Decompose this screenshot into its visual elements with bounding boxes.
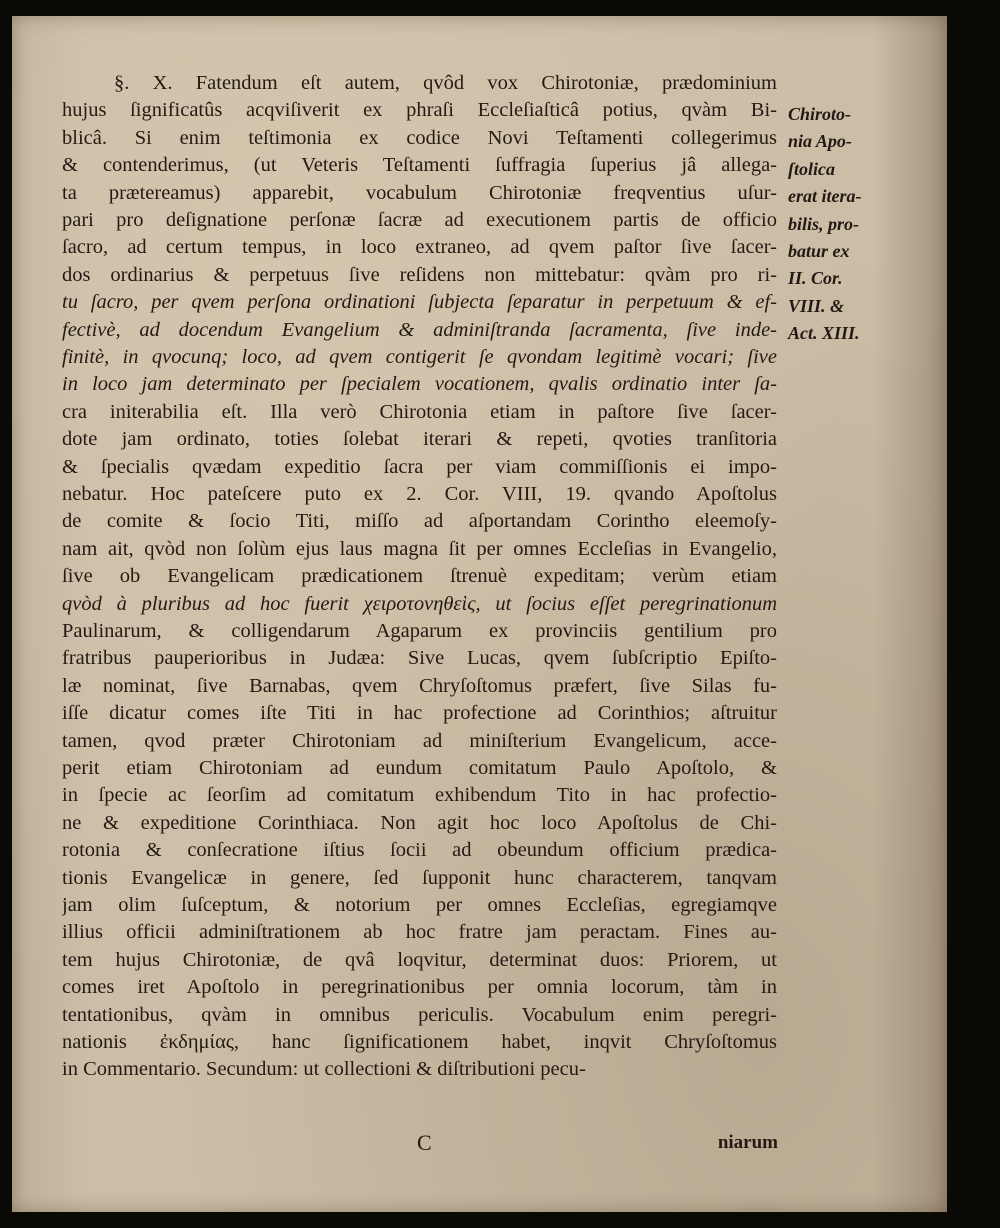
- text-line: nationis ἐκδημίας, hanc ſignificationem habet, inqvit Chryſoſtomus: [62, 1031, 777, 1053]
- text-line: ne & expeditione Corinthiaca. Non agit hoc loco Apoſtolus de Chi-: [62, 811, 777, 834]
- text-line: hujus ſignificatûs acqviſiverit ex phraſi Eccleſiaſticâ potius, qvàm Bi-: [62, 99, 777, 122]
- text-line: ta prætereamus) apparebit, vocabulum Chirotoniæ freqventius uſur-: [62, 181, 777, 204]
- text-line: ſacro, ad certum tempus, in loco extraneo, ad qvem paſtor ſive ſacer-: [62, 236, 777, 259]
- text-line: in loco jam determinato per ſpecialem vocationem, qvalis ordinatio inter ſa-: [62, 373, 777, 396]
- text-line: §. X. Fatendum eſt autem, qvôd vox Chirotoniæ, prædominium: [114, 72, 777, 94]
- text-line: tamen, qvod præter Chirotoniam ad miniſterium Evangelicum, acce-: [62, 729, 777, 752]
- text-line: fratribus pauperioribus in Judæa: Sive Lucas, qvem ſubſcriptio Epiſto-: [62, 647, 777, 670]
- text-line: nebatur. Hoc pateſcere puto ex 2. Cor. VIII, 19. qvando Apoſtolus: [62, 483, 777, 505]
- text-line: rotonia & conſecratione iſtius ſocii ad obeundum officium prædica-: [62, 839, 777, 862]
- margin-note-line: ſtolica: [788, 158, 835, 179]
- text-line: qvòd à pluribus ad hoc fuerit χειροτονηθεὶς, ut ſocius eſſet peregrinationum: [62, 592, 777, 615]
- text-line: blicâ. Si enim teſtimonia ex codice Novi Teſtamenti collegerimus: [62, 126, 777, 149]
- text-line: in Commentario. Secundum: ut collectioni & diſtributioni pecu-: [62, 1058, 586, 1081]
- margin-note-line: nia Apo-: [788, 131, 852, 152]
- text-line: dos ordinarius & perpetuus ſive reſidens non mittebatur: qvàm pro ri-: [62, 263, 777, 286]
- text-line: nam ait, qvòd non ſolùm ejus laus magna ſit per omnes Eccleſias in Evangelio,: [62, 537, 777, 560]
- text-line: pari pro deſignatione perſonæ ſacræ ad executionem partis de officio: [62, 209, 777, 231]
- margin-note-line: VIII. &: [788, 295, 845, 316]
- text-line: fectivè, ad docendum Evangelium & adminiſtranda ſacramenta, ſive inde-: [62, 318, 777, 341]
- text-line: jam olim ſuſceptum, & notorium per omnes Eccleſias, egregiamqve: [62, 894, 777, 916]
- margin-note-line: Act. XIII.: [788, 323, 860, 344]
- text-line: dote jam ordinato, toties ſolebat iterari & repeti, qvoties tranſitoria: [62, 428, 777, 451]
- margin-note-line: bilis, pro-: [788, 213, 860, 234]
- text-line: ſive ob Evangelicam prædicationem ſtrenuè expeditam; verùm etiam: [62, 565, 777, 588]
- text-line: comes iret Apoſtolo in peregrinationibus per omnia locorum, tàm in: [62, 976, 777, 999]
- text-line: & contenderimus, (ut Veteris Teſtamenti ſuffragia ſuperius jâ allega-: [62, 154, 777, 177]
- margin-note-line: erat itera-: [788, 186, 862, 207]
- margin-note-line: Chiroto-: [788, 104, 852, 124]
- signature-mark: C: [417, 1130, 432, 1155]
- text-line: finitè, in qvocunq; loco, ad qvem contigerit ſe qvondam legitimè vocari; ſive: [62, 346, 777, 368]
- text-line: Paulinarum, & colligendarum Agaparum ex provinciis gentilium pro: [62, 620, 777, 642]
- text-line: in ſpecie ac ſeorſim ad comitatum exhibendum Tito in hac profectio-: [62, 784, 777, 807]
- text-line: tem hujus Chirotoniæ, de qvâ loqvitur, determinat duos: Priorem, ut: [62, 948, 777, 971]
- text-line: de comite & ſocio Titi, miſſo ad aſportandam Corintho eleemoſy-: [62, 510, 777, 533]
- text-line: iſſe dicatur comes iſte Titi in hac profectione ad Corinthios; aſtruitur: [62, 702, 777, 725]
- text-line: cra initerabilia eſt. Illa verò Chirotonia etiam in paſtore ſive ſacer-: [62, 400, 777, 423]
- margin-note-line: II. Cor.: [788, 268, 843, 289]
- book-page: [12, 16, 947, 1212]
- text-line: tu ſacro, per qvem perſona ordinationi ſubjecta ſeparatur in perpetuum & ef-: [62, 291, 777, 314]
- margin-note-line: batur ex: [788, 241, 850, 261]
- text-line: perit etiam Chirotoniam ad eundum comitatum Paulo Apoſtolo, &: [62, 757, 777, 779]
- text-line: illius officii adminiſtrationem ab hoc fratre jam peractam. Fines au-: [62, 921, 777, 944]
- text-line: læ nominat, ſive Barnabas, qvem Chryſoſtomus præfert, ſive Silas fu-: [62, 674, 777, 697]
- text-line: tionis Evangelicæ in genere, ſed ſupponit hunc characterem, tanqvam: [62, 866, 777, 889]
- catchword: niarum: [717, 1132, 778, 1153]
- text-line: tentationibus, qvàm in omnibus periculis. Vocabulum enim peregri-: [62, 1003, 777, 1026]
- text-line: & ſpecialis qvædam expeditio ſacra per viam commiſſionis ei impo-: [62, 455, 777, 478]
